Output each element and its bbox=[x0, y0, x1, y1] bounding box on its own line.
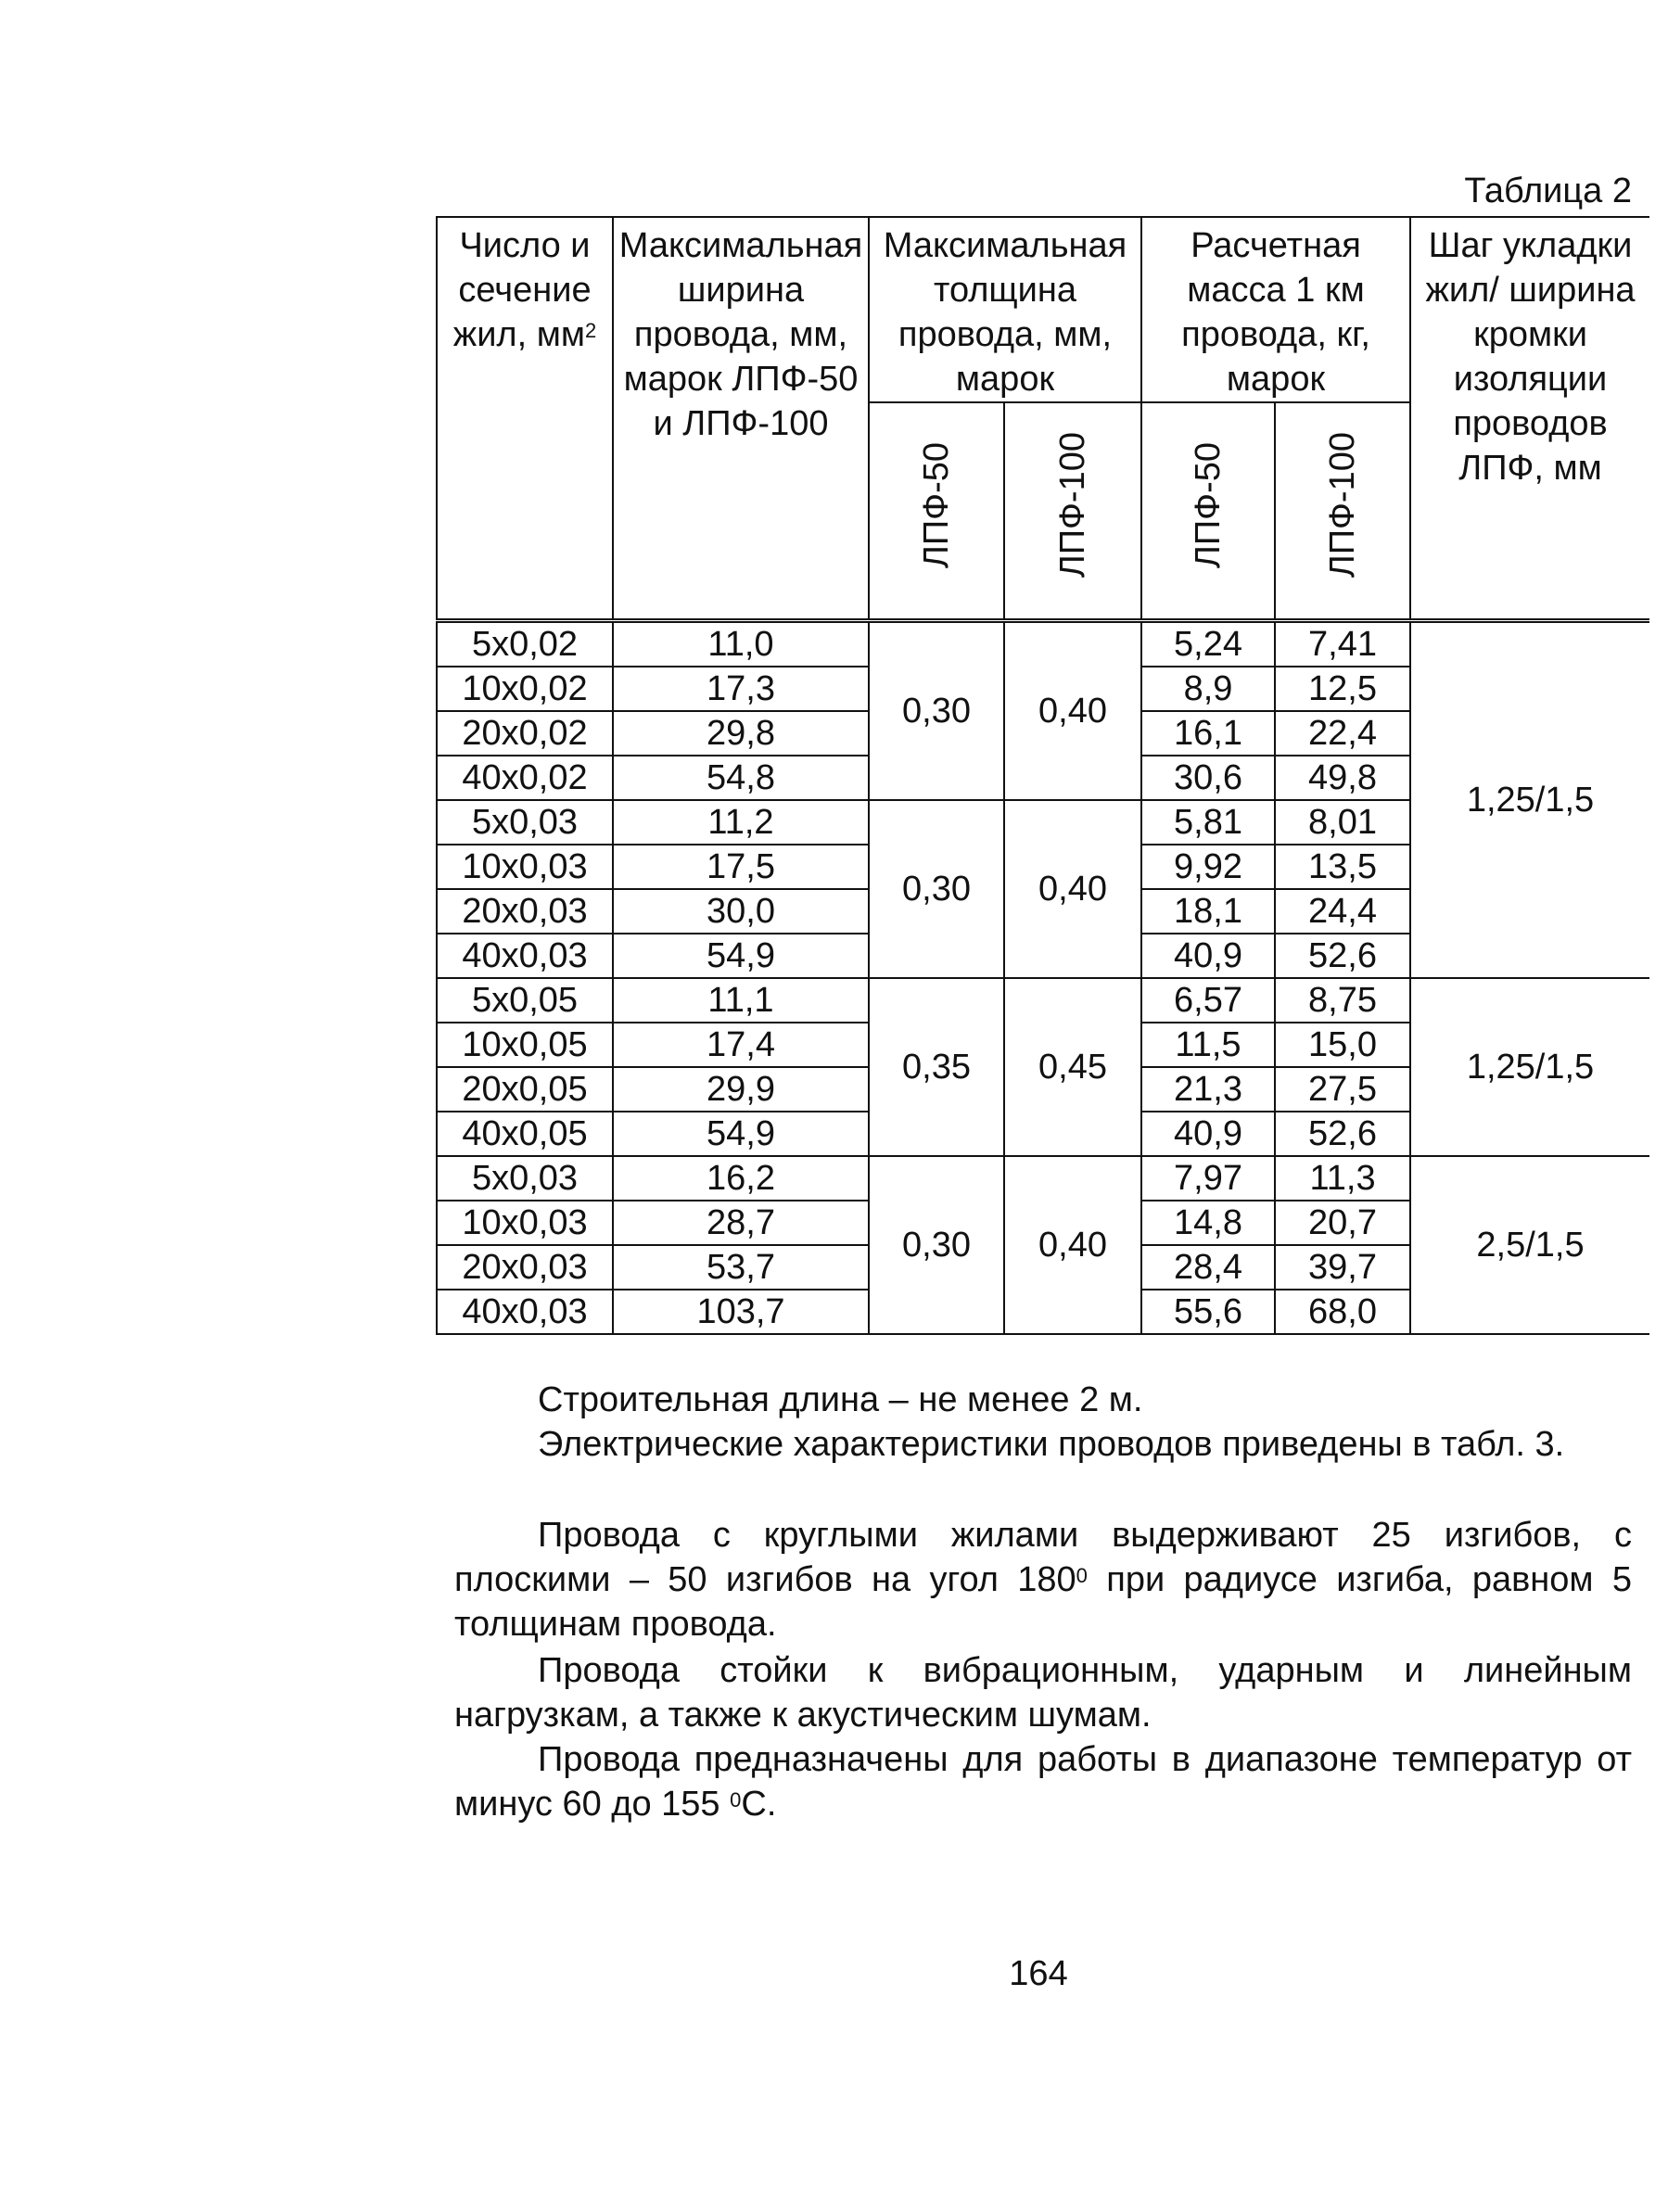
cell-mass-lpf50: 40,9 bbox=[1141, 1112, 1275, 1156]
header-calc-mass: Расчетная масса 1 км провода, кг, марок bbox=[1141, 217, 1410, 402]
cell-pitch: 1,25/1,5 bbox=[1410, 978, 1649, 1156]
cell-width: 11,2 bbox=[613, 800, 869, 845]
cell-mass-lpf100: 13,5 bbox=[1275, 845, 1410, 889]
cell-mass-lpf50: 18,1 bbox=[1141, 889, 1275, 934]
cell-section: 10х0,02 bbox=[437, 667, 613, 711]
paragraph-bending: Провода с круглыми жилами выдерживают 25 изгибов, с плоскими – 50 изгибов на угол $180^0$ при радиусе изгиба, равном 5 толщинам провода. bbox=[454, 1516, 1632, 1644]
cell-mass-lpf50: 9,92 bbox=[1141, 845, 1275, 889]
cell-mass-lpf100: 12,5 bbox=[1275, 667, 1410, 711]
paragraph-electrical-characteristics: Электрические характеристики проводов приведены в табл. 3. bbox=[538, 1425, 1565, 1464]
cell-mass-lpf100: 22,4 bbox=[1275, 711, 1410, 756]
cell-section: 40х0,03 bbox=[437, 1290, 613, 1334]
table-row bbox=[437, 978, 1649, 1023]
subheader-mass-lpf100: ЛПФ-100 bbox=[1275, 402, 1410, 621]
cell-thickness-lpf50: 0,30 bbox=[869, 1156, 1004, 1334]
cell-thickness-lpf50: 0,30 bbox=[869, 800, 1004, 978]
cell-mass-lpf50: 16,1 bbox=[1141, 711, 1275, 756]
cell-mass-lpf100: 24,4 bbox=[1275, 889, 1410, 934]
cell-width: 29,9 bbox=[613, 1067, 869, 1112]
cell-mass-lpf100: 39,7 bbox=[1275, 1245, 1410, 1290]
cell-thickness-lpf50: 0,35 bbox=[869, 978, 1004, 1156]
header-pitch: Шаг укладки жил/ ширина кромки изоляции проводов ЛПФ, мм bbox=[1410, 217, 1649, 621]
subheader-mass-lpf50: ЛПФ-50 bbox=[1141, 402, 1275, 621]
cell-section: 20х0,03 bbox=[437, 1245, 613, 1290]
cell-mass-lpf50: 5,81 bbox=[1141, 800, 1275, 845]
cell-mass-lpf50: 28,4 bbox=[1141, 1245, 1275, 1290]
cell-width: 54,9 bbox=[613, 934, 869, 978]
cell-section: 5х0,03 bbox=[437, 1156, 613, 1201]
cell-mass-lpf50: 6,57 bbox=[1141, 978, 1275, 1023]
table-row bbox=[437, 1156, 1649, 1201]
cell-thickness-lpf100: 0,40 bbox=[1004, 1156, 1141, 1334]
cell-width: 30,0 bbox=[613, 889, 869, 934]
cell-width: 16,2 bbox=[613, 1156, 869, 1201]
cell-width: 103,7 bbox=[613, 1290, 869, 1334]
header-max-thickness: Максимальная толщина провода, мм, марок bbox=[869, 217, 1141, 402]
cell-mass-lpf100: 15,0 bbox=[1275, 1023, 1410, 1067]
table-caption: Таблица 2 bbox=[1464, 172, 1632, 210]
cell-thickness-lpf50: 0,30 bbox=[869, 621, 1004, 801]
page-number: 164 bbox=[1009, 1954, 1068, 1993]
cell-mass-lpf100: 8,75 bbox=[1275, 978, 1410, 1023]
table-row bbox=[437, 621, 1649, 667]
subheader-thickness-lpf50: ЛПФ-50 bbox=[869, 402, 1004, 621]
cell-width: 17,3 bbox=[613, 667, 869, 711]
cell-thickness-lpf100: 0,40 bbox=[1004, 621, 1141, 801]
subheader-thickness-lpf100: ЛПФ-100 bbox=[1004, 402, 1141, 621]
cell-width: 17,5 bbox=[613, 845, 869, 889]
cell-width: 29,8 bbox=[613, 711, 869, 756]
cell-mass-lpf50: 30,6 bbox=[1141, 756, 1275, 800]
header-section: Число и сечение жил, $мм^2$ bbox=[437, 217, 613, 621]
specification-table bbox=[436, 216, 1649, 1335]
cell-pitch: 2,5/1,5 bbox=[1410, 1156, 1649, 1334]
cell-mass-lpf100: 68,0 bbox=[1275, 1290, 1410, 1334]
cell-mass-lpf100: 49,8 bbox=[1275, 756, 1410, 800]
cell-section: 5х0,03 bbox=[437, 800, 613, 845]
cell-mass-lpf100: 27,5 bbox=[1275, 1067, 1410, 1112]
cell-pitch: 1,25/1,5 bbox=[1410, 621, 1649, 979]
cell-mass-lpf50: 11,5 bbox=[1141, 1023, 1275, 1067]
cell-mass-lpf50: 40,9 bbox=[1141, 934, 1275, 978]
cell-section: 20х0,02 bbox=[437, 711, 613, 756]
cell-mass-lpf50: 21,3 bbox=[1141, 1067, 1275, 1112]
cell-mass-lpf100: 52,6 bbox=[1275, 1112, 1410, 1156]
cell-mass-lpf50: 14,8 bbox=[1141, 1201, 1275, 1245]
cell-mass-lpf100: 7,41 bbox=[1275, 621, 1410, 667]
paragraph-vibration: Провода стойки к вибрационным, ударным и линейным нагрузкам, а также к акустическим шумам. bbox=[454, 1651, 1632, 1735]
cell-mass-lpf50: 55,6 bbox=[1141, 1290, 1275, 1334]
cell-section: 20х0,05 bbox=[437, 1067, 613, 1112]
cell-width: 54,9 bbox=[613, 1112, 869, 1156]
cell-thickness-lpf100: 0,45 bbox=[1004, 978, 1141, 1156]
cell-section: 10х0,03 bbox=[437, 845, 613, 889]
paragraph-construction-length: Строительная длина – не менее 2 м. bbox=[538, 1380, 1143, 1419]
cell-width: 54,8 bbox=[613, 756, 869, 800]
cell-mass-lpf50: 7,97 bbox=[1141, 1156, 1275, 1201]
cell-section: 40х0,03 bbox=[437, 934, 613, 978]
cell-section: 10х0,05 bbox=[437, 1023, 613, 1067]
cell-section: 40х0,05 bbox=[437, 1112, 613, 1156]
cell-mass-lpf50: 8,9 bbox=[1141, 667, 1275, 711]
cell-section: 10х0,03 bbox=[437, 1201, 613, 1245]
cell-width: 53,7 bbox=[613, 1245, 869, 1290]
cell-thickness-lpf100: 0,40 bbox=[1004, 800, 1141, 978]
cell-mass-lpf100: 20,7 bbox=[1275, 1201, 1410, 1245]
cell-mass-lpf100: 11,3 bbox=[1275, 1156, 1410, 1201]
paragraph-temperature: Провода предназначены для работы в диапазоне температур от минус 60 до 155 $^0$С. bbox=[454, 1740, 1632, 1824]
cell-mass-lpf100: 8,01 bbox=[1275, 800, 1410, 845]
cell-width: 11,0 bbox=[613, 621, 869, 667]
cell-section: 5х0,05 bbox=[437, 978, 613, 1023]
cell-mass-lpf100: 52,6 bbox=[1275, 934, 1410, 978]
cell-width: 28,7 bbox=[613, 1201, 869, 1245]
cell-section: 20х0,03 bbox=[437, 889, 613, 934]
cell-section: 5х0,02 bbox=[437, 621, 613, 667]
header-max-width: Максимальная ширина провода, мм, марок ЛПФ-50 и ЛПФ-100 bbox=[613, 217, 869, 621]
cell-section: 40х0,02 bbox=[437, 756, 613, 800]
cell-width: 11,1 bbox=[613, 978, 869, 1023]
cell-mass-lpf50: 5,24 bbox=[1141, 621, 1275, 667]
cell-width: 17,4 bbox=[613, 1023, 869, 1067]
